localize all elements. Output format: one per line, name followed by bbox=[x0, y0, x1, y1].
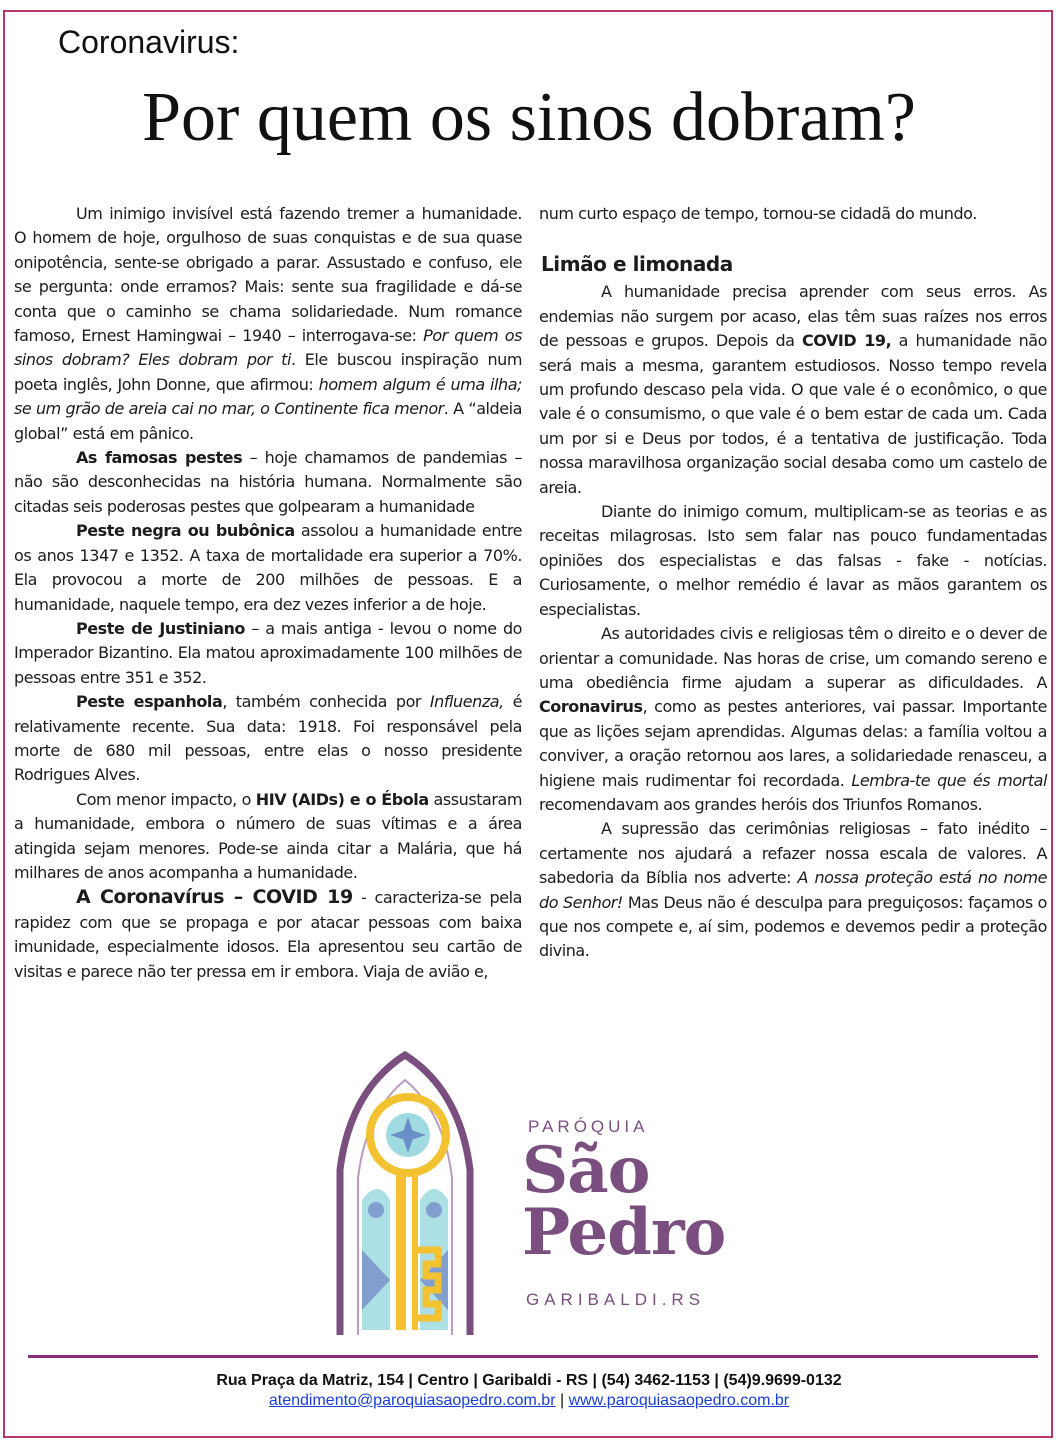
footer-contacts: atendimento@paroquiasaopedro.com.br | www.paroquiasaopedro.com.br bbox=[268, 1392, 790, 1409]
logo-parish-label: PARÓQUIA bbox=[528, 1117, 649, 1136]
page-title: Por quem os sinos dobram? bbox=[142, 79, 916, 156]
paragraph-humanidade: A humanidade precisa aprender com seus erros. As endemias não surgem por acaso, elas têm suas raízes nos erros de pessoas e grupos. Depois da COVID 19, a humanidade não será mais a mesma, garantem estudiosos. Nosso tempo revela um profundo descaso pela vida. O que vale é o econômico, o que vale é o consumismo, o que vale é o bem estar de cada um. Cada um por si e Deus por todos, é a tentativa de justificação. Toda nossa maravilhosa organização social desaba como um castelo de areia. bbox=[539, 282, 1048, 497]
paragraph-supressao: A supressão das cerimônias religiosas – fato inédito – certamente nos ajudará a refazer nossa escala de valores. A sabedoria da Bíblia nos adverte: A nossa proteção está no nome do Senhor! Mas Deus não é desculpa para preguiçosos: façamos o que nos compete e, aí sim, podemos e devemos pedir a proteção divina. bbox=[539, 819, 1048, 961]
paragraph-intro: Um inimigo invisível está fazendo tremer a humanidade. O homem de hoje, orgulhoso de suas conquistas e de sua quase onipotência, sente-se obrigado a parar. Assustado e confuso, ele se pergunta: onde erramos? Mais: sente sua fragilidade e dá-se conta que o caminho se chama solidariedade. Num romance famoso, Ernest Hamingwai – 1940 – interrogava-se: Por quem os sinos dobram? Eles dobram por ti. Ele buscou inspiração num poeta inglês, John Donne, que afirmou: homem algum é uma ilha; se um grão de areia cai no mar, o Continente fica menor. A “aldeia global” está em pânico. bbox=[14, 204, 523, 443]
paragraph-hiv-ebola: Com menor impacto, o HIV (AIDs) e o Ébola assustaram a humanidade, embora o número de suas vítimas e a área atingida sejam menores. Pode-se ainda citar a Malária, que há milhares de anos acompanha a humanidade. bbox=[14, 789, 523, 882]
right-column bbox=[539, 202, 1047, 964]
paragraph-peste-negra: Peste negra ou bubônica assolou a humanidade entre os anos 1347 e 1352. A taxa de mortalidade era superior a 70%. Ela provocou a morte de 200 milhões de pessoas. E a humanidade, naquele tempo, era dez vezes inferior a de hoje. bbox=[14, 521, 522, 614]
left-column bbox=[14, 202, 522, 984]
website-link[interactable]: www.paroquiasaopedro.com.br bbox=[568, 1392, 790, 1409]
paragraph-autoridades: As autoridades civis e religiosas têm o direito e o dever de orientar a comunidade. Nas horas de crise, um comando sereno e uma obediência firme ajudam a superar as dificuldades. A Coronavirus, como as pestes anteriores, vai passar. Importante que as lições sejam aprendidas. Algumas delas: a família voltou a conviver, a oração retornou aos lares, a solidariedade renasceu, a higiene mais rudimentar foi recordada. Lembra-te que és mortal recomendavam aos grandes heróis dos Triunfos Romanos. bbox=[539, 624, 1047, 814]
paragraph-continuation: num curto espaço de tempo, tornou-se cidadã do mundo. bbox=[539, 204, 977, 223]
kicker: Coronavirus: bbox=[58, 24, 240, 60]
paragraph-espanhola: Peste espanhola, também conhecida por Influenza, é relativamente recente. Sua data: 1918. Foi responsável pela morte de 680 mil pessoas, entre elas o nosso presidente Rodrigues Alves. bbox=[14, 692, 522, 785]
email-link[interactable]: atendimento@paroquiasaopedro.com.br bbox=[268, 1392, 556, 1409]
logo-parish-name: São Pedro bbox=[522, 1133, 726, 1270]
section-subtitle: Limão e limonada bbox=[541, 252, 733, 277]
paragraph-covid: A Coronavírus – COVID 19 - caracteriza-se pela rapidez com que se propaga e por atacar pessoas com baixa imunidade, especialmente idosos. Ela apresentou seu cartão de visitas e parece não ter pressa em ir embora. Viaja de avião e, bbox=[14, 886, 522, 981]
paragraph-inimigo-comum: Diante do inimigo comum, multiplicam-se as teorias e as receitas milagrosas. Isto sem falar nas pouco fundamentadas opiniões dos especialistas e das falsas - fake - notícias. Curiosamente, o melhor remédio é lavar as mãos garantem os especialistas. bbox=[539, 502, 1047, 619]
paragraph-pestes: As famosas pestes – hoje chamamos de pandemias – não são desconhecidas na história humana. Normalmente são citadas seis poderosas pestes que golpearam a humanidade bbox=[14, 448, 523, 516]
footer-address: Rua Praça da Matriz, 154 | Centro | Garibaldi - RS | (54) 3462-1153 | (54)9.9699-0132 bbox=[216, 1372, 842, 1389]
footer-divider bbox=[28, 1355, 1038, 1358]
paragraph-justiniano: Peste de Justiniano – a mais antiga - levou o nome do Imperador Bizantino. Ela matou aproximadamente 100 milhões de pessoas entre 351 e 352. bbox=[14, 618, 522, 687]
logo-city: GARIBALDI.RS bbox=[526, 1290, 706, 1309]
